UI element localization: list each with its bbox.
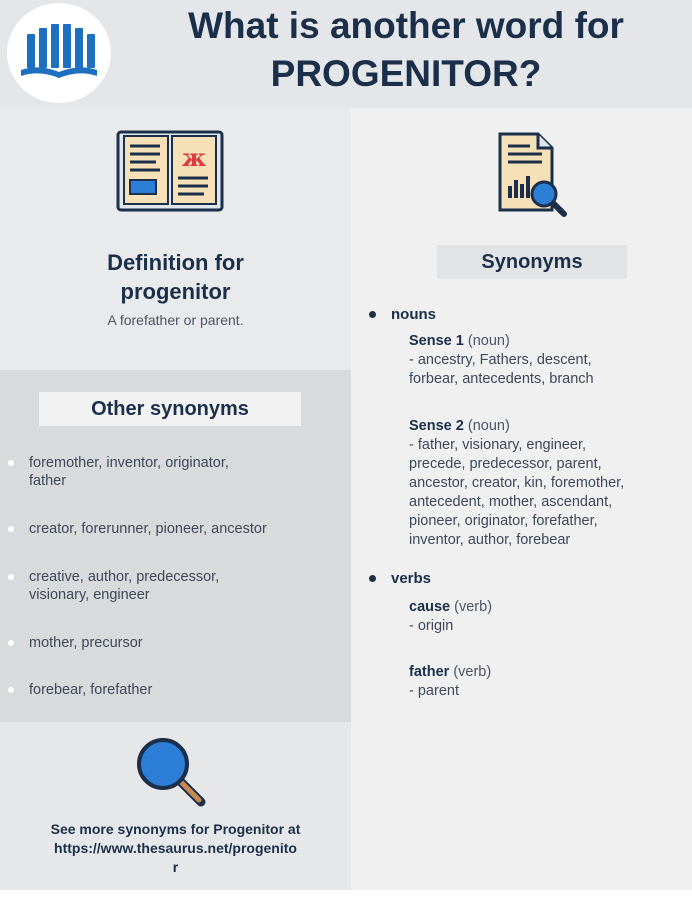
see-more-panel	[0, 722, 351, 890]
sense-line[interactable]: forbear, antecedents, branch	[409, 371, 594, 387]
sense-line[interactable]: ancestor, creator, kin, foremother,	[409, 475, 625, 491]
header	[0, 0, 692, 108]
definition-title	[0, 248, 351, 306]
sense-tag: (verb)	[453, 664, 492, 680]
other-synonyms-label: Other synonyms	[39, 392, 301, 426]
see-more-line: See more synonyms for Progenitor at	[50, 821, 301, 837]
sense-line[interactable]: - ancestry, Fathers, descent,	[409, 352, 592, 368]
definition-title-line-1: Definition for	[107, 250, 244, 275]
other-synonym-line: creator, forerunner, pioneer, ancestor	[29, 521, 267, 537]
svg-text:ж: ж	[181, 143, 207, 172]
other-synonym-line: forebear, forefather	[29, 682, 153, 698]
other-synonym-line: foremother, inventor, originator,	[29, 455, 229, 471]
sense-line[interactable]: inventor, author, forebear	[409, 532, 571, 548]
sense-line[interactable]: precede, predecessor, parent,	[409, 456, 602, 472]
sense-head: Sense 1	[409, 333, 464, 349]
synonyms-panel	[351, 108, 692, 890]
sense-line[interactable]: antecedent, mother, ascendant,	[409, 494, 613, 510]
magnifier-icon	[135, 736, 207, 808]
sense-line[interactable]: - origin	[409, 618, 454, 634]
pos-nouns: nouns	[391, 306, 436, 323]
sense-head: Sense 2	[409, 418, 464, 434]
pos-verbs: verbs	[391, 570, 432, 587]
page-title	[120, 2, 692, 98]
sense-tag: (verb)	[454, 599, 493, 615]
see-more-url: https://www.thesaurus.net/progenito	[54, 840, 297, 856]
sense-block	[409, 598, 689, 636]
sense-tag: (noun)	[467, 418, 510, 434]
sense-block	[409, 332, 689, 389]
see-more-link[interactable]	[0, 820, 351, 877]
definition-text: A forefather or parent.	[107, 312, 244, 328]
other-synonym-line: father	[29, 473, 67, 489]
other-synonym-item[interactable]	[29, 634, 339, 652]
document-search-icon	[496, 130, 570, 218]
sense-line[interactable]: - parent	[409, 683, 459, 699]
other-synonym-line: visionary, engineer	[29, 587, 150, 603]
title-line-2: PROGENITOR?	[270, 53, 542, 94]
sense-head: cause	[409, 599, 451, 615]
definition-title-line-2: progenitor	[120, 279, 231, 304]
other-synonym-item[interactable]	[29, 520, 339, 538]
other-synonyms-panel	[0, 370, 351, 722]
book-logo-icon	[17, 22, 101, 84]
sense-block	[409, 663, 689, 701]
sense-line[interactable]: pioneer, originator, forefather,	[409, 513, 598, 529]
sense-head: father	[409, 664, 450, 680]
definition-panel	[0, 108, 351, 370]
other-synonym-line: creative, author, predecessor,	[29, 569, 220, 585]
other-synonyms-list	[0, 370, 351, 722]
other-synonym-item[interactable]	[29, 454, 339, 490]
logo[interactable]	[7, 3, 111, 103]
synonyms-label: Synonyms	[437, 245, 627, 279]
title-line-1: What is another word for	[188, 5, 624, 46]
sense-tag: (noun)	[467, 333, 510, 349]
open-book-icon	[116, 128, 224, 214]
sense-block	[409, 417, 689, 550]
see-more-url-end: r	[172, 859, 179, 875]
other-synonym-item[interactable]	[29, 568, 339, 604]
sense-line[interactable]: - father, visionary, engineer,	[409, 437, 587, 453]
other-synonym-item[interactable]	[29, 681, 339, 699]
other-synonym-line: mother, precursor	[29, 635, 143, 651]
